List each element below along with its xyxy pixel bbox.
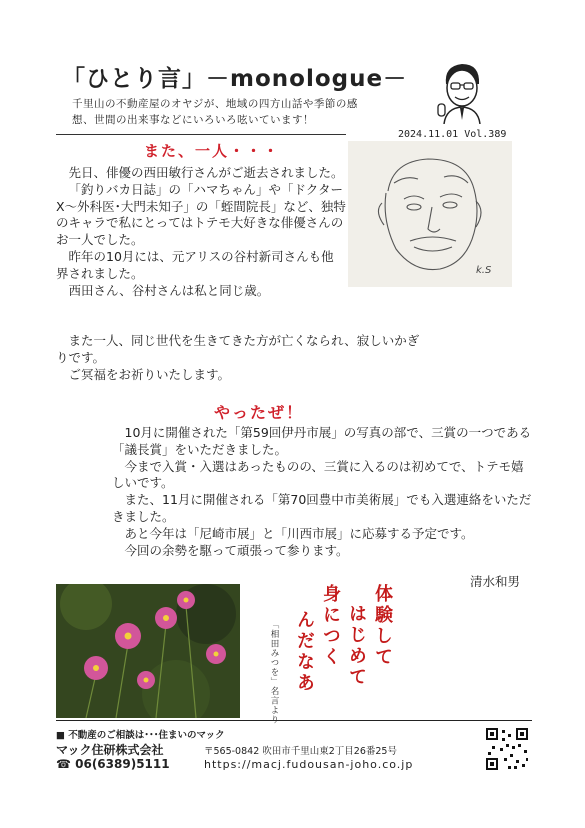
article2-heading: やったぜ！ — [214, 403, 305, 422]
company-name: マック住研株式会社 — [56, 743, 164, 757]
article1-heading: また、一人・・・ — [144, 142, 281, 160]
article1-paragraph: ご冥福をお祈りいたします。 — [68, 366, 231, 382]
article1-paragraph: 「釣りバカ日誌」の「ハマちゃん」や「ドクターX～外科医･大門未知子」の「蛭間院長」など、独特のキャラで私にとってはトテモ大好きな俳優さんのお一人でした。 — [56, 181, 346, 248]
article1-paragraph: 西田さん、谷村さんは私と同じ歳。 — [68, 282, 270, 298]
mascot-avatar — [432, 58, 492, 124]
article1-paragraph: また一人、同じ世代を生きてきた方が亡くなられ、寂しいかぎりです。 — [56, 333, 420, 365]
article1-body — [56, 165, 346, 299]
article2-paragraph: 10月に開催された「第59回伊丹市展」の写真の部で、三賞の一つである「議長賞」をいただきました。 — [112, 425, 532, 457]
portrait-sketch — [348, 141, 512, 287]
qr-code[interactable] — [484, 726, 530, 772]
photo-caption: 「相田みつを」名言より — [269, 620, 279, 725]
article2-paragraph: あと今年は「尼崎市展」と「川西市展」に応募する予定です。 — [124, 525, 474, 541]
page-title: 「ひとり言」－monologue－ — [62, 66, 408, 92]
header-divider — [56, 134, 346, 135]
article2-paragraph: 今まで入賞・入選はあったものの、三賞に入るのは初めてで、トテモ嬉しいです。 — [112, 458, 524, 491]
website-link[interactable]: https://macj.fudousan-joho.co.jp — [204, 758, 414, 771]
company-address: 〒565-0842 吹田市千里山東2丁目26番25号 — [204, 746, 397, 757]
quote-line: 身につく — [320, 584, 341, 668]
article2-author: 清水和男 — [470, 574, 521, 589]
cosmos-photo — [56, 584, 240, 718]
article2-paragraph: 今回の余勢を駆って頑張って参ります。 — [124, 542, 349, 558]
quote-line: んだなあ — [294, 610, 315, 694]
footer-tagline: ■ 不動産のご相談は･･･住まいのマック — [56, 730, 225, 741]
article1-paragraph: 昨年の10月には、元アリスの谷村新司さんも他界されました。 — [56, 248, 334, 281]
article2-paragraph: また、11月に開催される「第70回豊中市美術展」でも入選連絡をいただきました。 — [112, 492, 532, 524]
quote-line: はじめて — [346, 604, 367, 688]
article2-body — [112, 425, 532, 559]
footer-divider — [56, 720, 532, 721]
company-phone: ☎ 06(6389)5111 — [56, 757, 170, 771]
article1-body-wide — [56, 333, 426, 383]
issue-date-volume: 2024.11.01 Vol.389 — [398, 129, 507, 140]
quote-line: 体験して — [372, 584, 393, 668]
sketch-signature: k.S — [476, 265, 492, 276]
page-subtitle: 千里山の不動産屋のオヤジが、地域の四方山話や季節の感想、世間の出来事などにいろいろ呟いています！ — [72, 98, 358, 126]
article1-paragraph: 先日、俳優の西田敏行さんがご逝去されました。 — [68, 165, 344, 180]
